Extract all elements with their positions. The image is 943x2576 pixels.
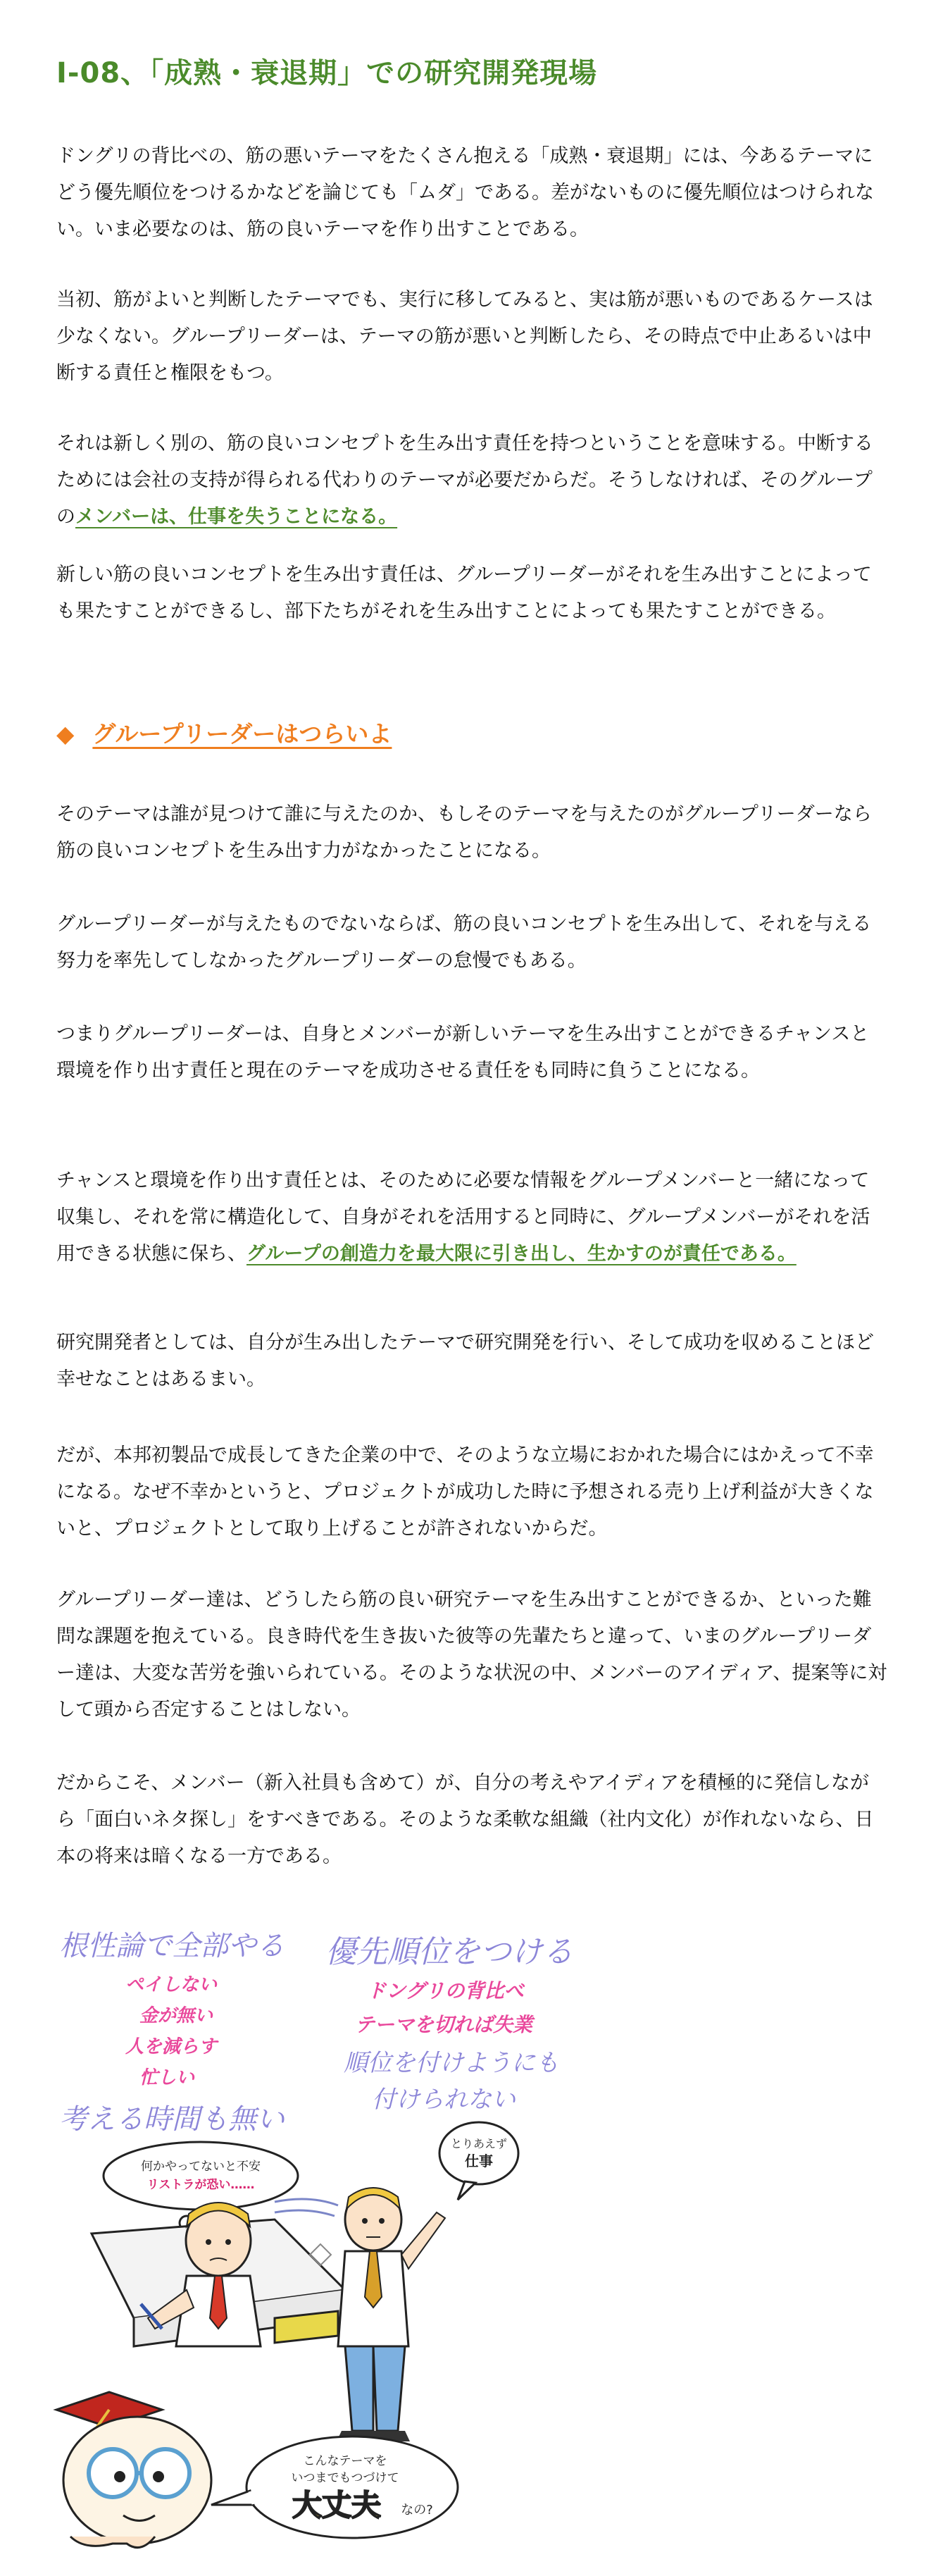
paragraph: つまりグループリーダーは、自身とメンバーが新しいテーマを生み出すことができるチャンスと環境を作り出す責任と現在のテーマを成功させる責任をも同時に負うことになる。 — [56, 1023, 870, 1082]
professor-bubble-line2: いつまでもつづけて — [291, 2471, 399, 2485]
paragraph: だが、本邦初製品で成長してきた企業の中で、そのような立場におかれた場合にはかえって不幸になる。なぜ不幸かというと、プロジェクトが成功した時に予想される売り上げ利益が大きくないと、プロジェクトとして取り上げることが許されないからだ。 — [56, 1444, 874, 1540]
paragraph: 新しい筋の良いコンセプトを生み出す責任は、グループリーダーがそれを生み出すことによっても果たすことができるし、部下たちがそれを生み出すことによっても果たすことができる。 — [56, 564, 872, 622]
worker-bubble-line1: 何かやってないと不安 — [141, 2160, 261, 2174]
professor-bubble-big: 大丈夫 — [292, 2488, 382, 2522]
section-heading — [56, 716, 392, 749]
illus-right-footer: 順位を付けようにも — [344, 2049, 559, 2077]
boss-speech-bubble — [439, 2122, 518, 2200]
paragraph: グループリーダーが与えたものでないならば、筋の良いコンセプトを生み出して、それを与える努力を率先してしなかったグループリーダーの怠慢でもある。 — [56, 913, 872, 972]
illus-right-item: テーマを切れば失業 — [355, 2013, 533, 2036]
illus-left-item: 忙しい — [139, 2067, 195, 2088]
paragraph: そのテーマは誰が見つけて誰に与えたのか、もしそのテーマを与えたのがグループリーダーなら筋の良いコンセプトを生み出す力がなかったことになる。 — [56, 803, 872, 862]
highlight-text: メンバーは、仕事を失うことになる。 — [75, 506, 398, 528]
paragraph: ドングリの背比べの、筋の悪いテーマをたくさん抱える「成熟・衰退期」には、今あるテーマにどう優先順位をつけるかなどを論じても「ムダ」である。差がないものに優先順位はつけられない。いま必要なのは、筋の良いテーマを作り出すことである。 — [56, 145, 874, 240]
professor-speech-bubble — [211, 2436, 458, 2538]
page-title: Ⅰ-08、「成熟・衰退期」での研究開発現場 — [56, 57, 598, 89]
paragraph: チャンスと環境を作り出す責任とは、そのために必要な情報をグループメンバーと一緒になって収集し、それを常に構造化して、自身がそれを活用すると同時に、グループメンバーがそれを活用できる状態に保ち、グループの創造力を最大限に引き出し、生かすのが責任である。 — [56, 1170, 870, 1265]
professor-bubble-line1: こんなテーマを — [303, 2454, 387, 2468]
illus-right-item: ドングリの背比べ — [366, 1979, 524, 2002]
illus-left-item: 金が無い — [139, 2005, 213, 2026]
section-heading-label: グループリーダーはつらいよ — [92, 720, 392, 748]
illus-left-item: 人を減らす — [125, 2036, 218, 2057]
professor-face — [56, 2392, 211, 2548]
illus-left-item: ペイしない — [125, 1974, 218, 1995]
paragraph: だからこそ、メンバー（新入社員も含めて）が、自分の考えやアイディアを積極的に発信しながら「面白いネタ探し」をすべきである。そのような柔軟な組織（社内文化）が作れないなら、日本の将来は暗くなる一方である。 — [56, 1772, 874, 1867]
professor-bubble-tail: なの? — [401, 2503, 433, 2518]
paragraph: 当初、筋がよいと判断したテーマでも、実行に移してみると、実は筋が悪いものであるケースは少なくない。グループリーダーは、テーマの筋が悪いと判断したら、その時点で中止あるいは中断する責任と権限をもつ。 — [56, 289, 873, 384]
worker-bubble-line2: リストラが恐い…… — [146, 2178, 255, 2192]
cartoon-illustration — [42, 1924, 662, 2558]
illus-left-heading: 根性論で全部やる — [59, 1930, 285, 1962]
boss-bubble-line1: とりあえず — [450, 2137, 508, 2150]
illus-left-footer: 考える時間も無い — [59, 2103, 285, 2136]
illus-right-heading: 優先順位をつける — [325, 1934, 573, 1970]
paragraph: それは新しく別の、筋の良いコンセプトを生み出す責任を持つということを意味する。中断するためには会社の支持が得られる代わりのテーマが必要だからだ。そうしなければ、そのグループのメンバーは、仕事を失うことになる。 — [56, 433, 873, 528]
paragraph: グループリーダー達は、どうしたら筋の良い研究テーマを生み出すことができるか、といった難問な課題を抱えている。良き時代を生き抜いた彼等の先輩たちと違って、いまのグループリーダー達は、大変な苦労を強いられている。そのような状況の中、メンバーのアイディア、提案等に対して頭から否定することはしない。 — [56, 1589, 887, 1721]
paragraph: 研究開発者としては、自分が生み出したテーマで研究開発を行い、そして成功を収めることほど幸せなことはあるまい。 — [56, 1332, 874, 1390]
cartoon-drawing — [42, 1924, 662, 2558]
diamond-bullet-icon: ◆ — [56, 720, 75, 748]
boss-bubble-line2: 仕事 — [465, 2153, 493, 2169]
highlight-text: グループの創造力を最大限に引き出し、生かすのが責任である。 — [246, 1243, 797, 1265]
illus-right-footer: 付けられない — [372, 2086, 516, 2114]
